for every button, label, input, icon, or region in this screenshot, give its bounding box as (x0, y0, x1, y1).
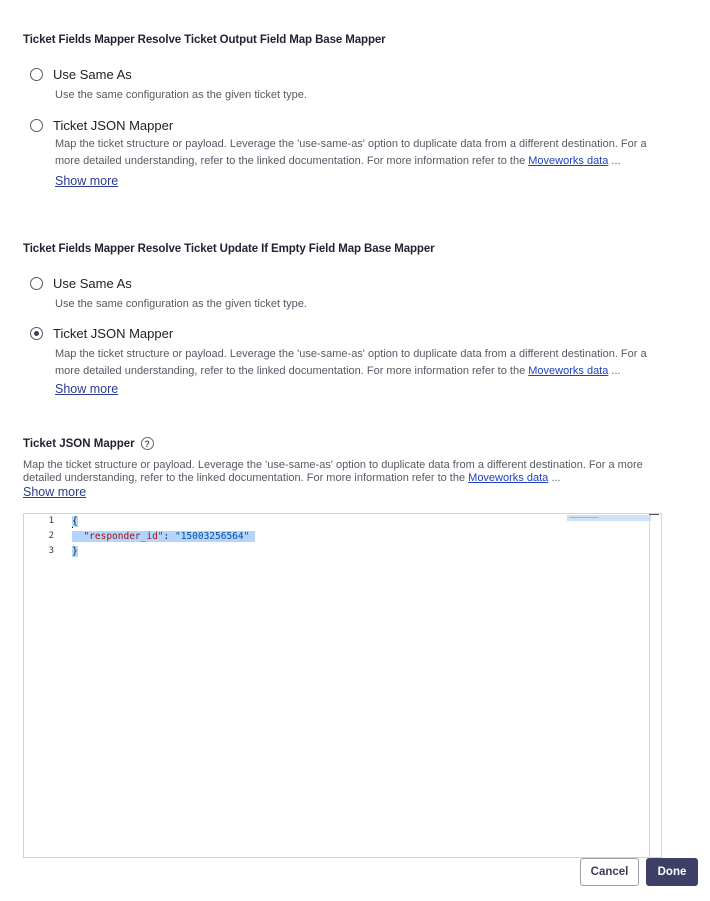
done-button[interactable]: Done (646, 858, 698, 886)
code-line (72, 529, 255, 544)
description-text: Map the ticket structure or payload. Leverage the 'use-same-as' option to duplicate data from a different destination. For a more detailed understanding, refer to the linked documentation. For more information refer to the (55, 348, 647, 377)
minimap-line (569, 517, 599, 518)
code-area[interactable] (72, 514, 255, 559)
radio-button[interactable] (30, 68, 43, 81)
option-description: Use the same configuration as the given ticket type. (55, 89, 307, 101)
moveworks-data-link[interactable]: Moveworks data (528, 365, 609, 377)
ellipsis: ... (611, 365, 621, 377)
option-description (55, 346, 670, 380)
json-mapper-label (23, 437, 154, 450)
json-mapper-description (23, 459, 663, 485)
line-number: 2 (48, 531, 54, 541)
line-number: 3 (48, 546, 54, 556)
show-more-link[interactable]: Show more (55, 174, 119, 188)
radio-ticket-json-mapper-output[interactable] (30, 118, 173, 133)
radio-button[interactable] (30, 119, 43, 132)
radio-label: Ticket JSON Mapper (53, 326, 174, 341)
radio-label: Ticket JSON Mapper (53, 118, 174, 133)
scrollbar-thumb[interactable] (649, 514, 659, 515)
json-key: "responder_id" (83, 531, 164, 542)
show-more-link[interactable]: Show more (55, 382, 119, 396)
json-code-editor[interactable] (23, 513, 662, 858)
vertical-scrollbar[interactable] (649, 514, 650, 859)
radio-use-same-as-update[interactable] (30, 276, 132, 291)
code-line: } (72, 546, 78, 557)
section-title-output-field-map: Ticket Fields Mapper Resolve Ticket Output Field Map Base Mapper (23, 34, 386, 46)
line-number-gutter (24, 514, 64, 559)
radio-button-checked[interactable] (30, 327, 43, 340)
minimap-viewport[interactable] (567, 515, 651, 521)
radio-use-same-as-output[interactable] (30, 67, 132, 82)
show-more-link[interactable]: Show more (23, 485, 87, 499)
ellipsis: ... (611, 155, 621, 167)
cancel-button[interactable]: Cancel (580, 858, 639, 886)
radio-label: Use Same As (53, 276, 132, 291)
description-text: Map the ticket structure or payload. Leverage the 'use-same-as' option to duplicate data from a different destination. For a more detailed understanding, refer to the linked documentation. For more information refer to the (55, 138, 647, 167)
json-separator: : (163, 531, 175, 542)
moveworks-data-link[interactable]: Moveworks data (528, 155, 609, 167)
moveworks-data-link[interactable]: Moveworks data (468, 472, 549, 484)
description-text: Map the ticket structure or payload. Leverage the 'use-same-as' option to duplicate data from a different destination. For a more detailed understanding, refer to the linked documentation. For more information refer to the (23, 459, 643, 484)
radio-ticket-json-mapper-update[interactable] (30, 326, 173, 341)
ellipsis: ... (551, 472, 561, 484)
option-description: Use the same configuration as the given ticket type. (55, 298, 307, 310)
code-line: { (72, 516, 78, 527)
option-description (55, 136, 670, 170)
json-value: "15003256564" (174, 531, 250, 542)
question-circle-icon[interactable]: ? (141, 437, 154, 450)
line-number: 1 (48, 516, 54, 526)
radio-button[interactable] (30, 277, 43, 290)
section-title-update-if-empty: Ticket Fields Mapper Resolve Ticket Update If Empty Field Map Base Mapper (23, 243, 435, 255)
field-label-text: Ticket JSON Mapper (23, 437, 135, 450)
radio-label: Use Same As (53, 67, 132, 82)
